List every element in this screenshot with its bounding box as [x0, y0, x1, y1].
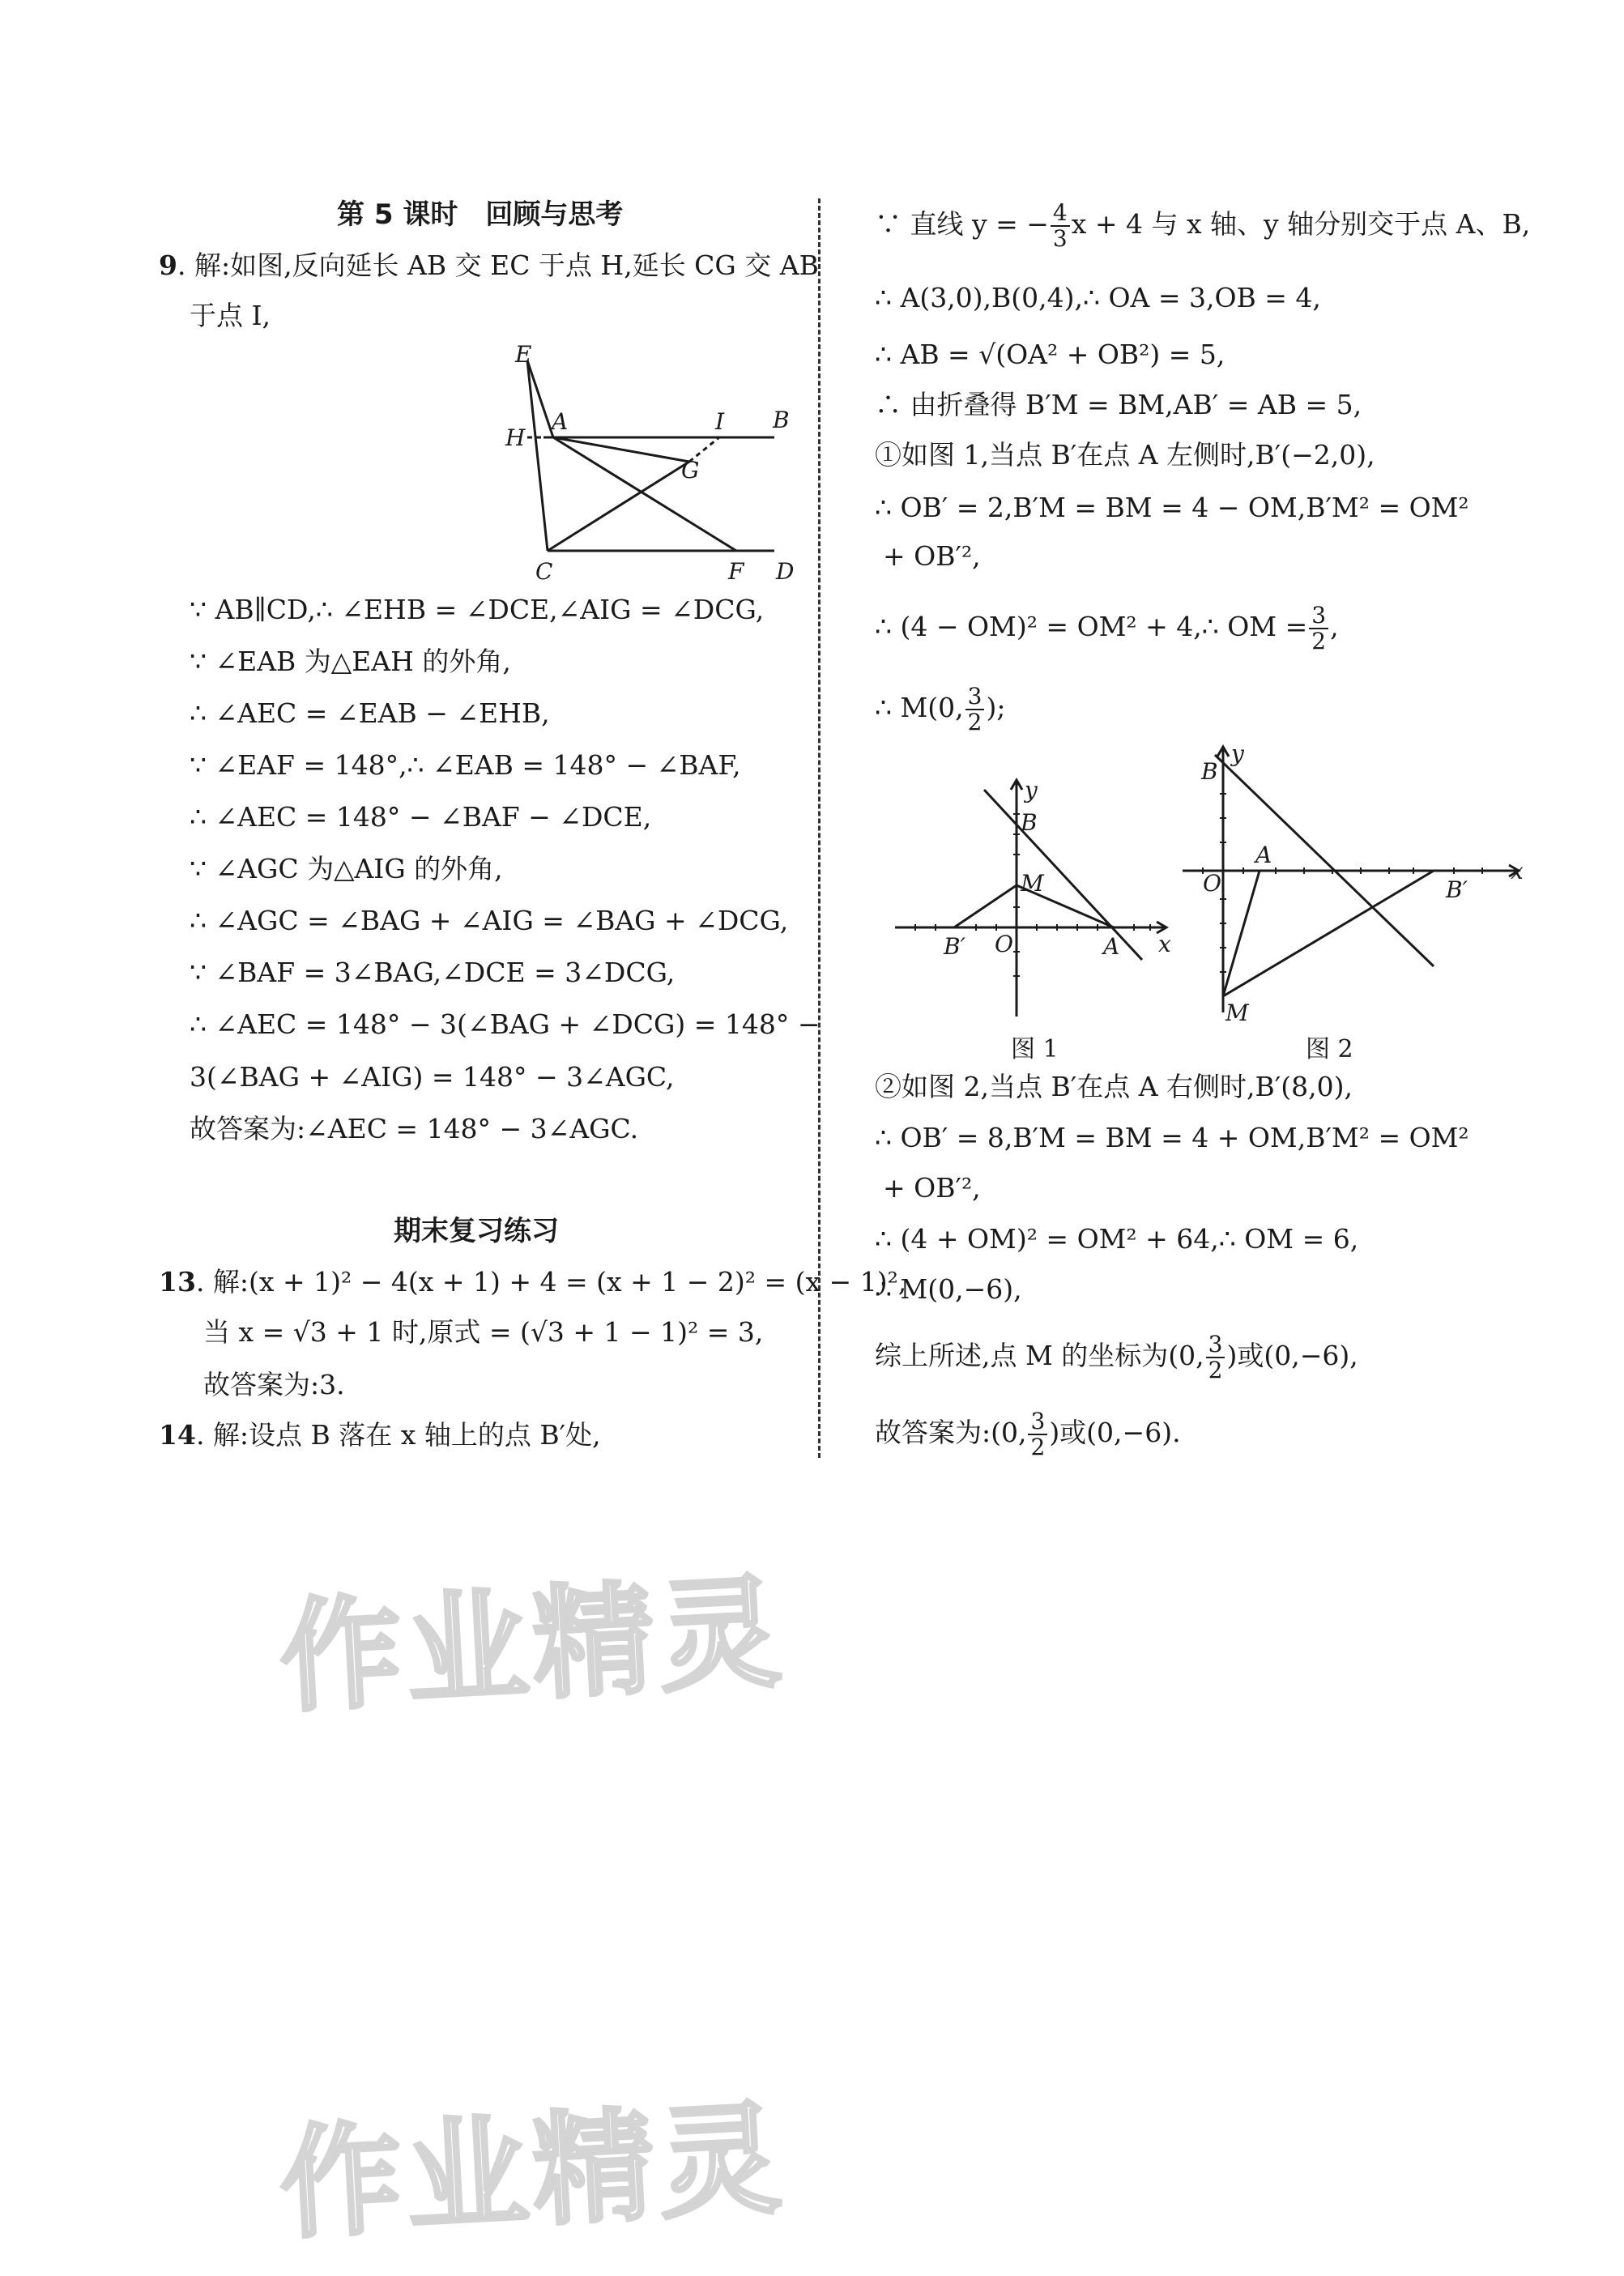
q13-line-1	[159, 1266, 906, 1298]
section-heading-review: 期末复习练习	[394, 1215, 559, 1247]
r-line-14: ∴ M(0,−6),	[875, 1273, 1022, 1305]
frac-den: 2	[967, 709, 982, 735]
figure-2	[1174, 737, 1531, 1065]
q9-number: 9	[159, 249, 177, 281]
r-line-8	[875, 603, 1339, 654]
line-cg	[548, 462, 689, 551]
r15-text-a: 综上所述,点 M 的坐标为(0,	[875, 1340, 1204, 1371]
r8-text-b: ,	[1330, 611, 1339, 642]
q13-line-2: 当 x = √3 + 1 时,原式 = (√3 + 1 − 1)² = 3,	[203, 1316, 764, 1348]
r-line-16	[875, 1409, 1181, 1460]
label-h: H	[505, 424, 526, 451]
label-c: C	[535, 558, 553, 585]
r16-text-a: 故答案为:(0,	[875, 1417, 1027, 1448]
r-line-3: ∴ AB = √(OA² + OB²) = 5,	[875, 339, 1225, 370]
r-line-1	[875, 201, 1530, 251]
frac-den: 2	[1030, 1434, 1046, 1460]
segment-bpm	[954, 885, 1017, 927]
fraction-4-3	[1051, 201, 1070, 251]
label-e: E	[515, 344, 532, 368]
r-line-7: + OB′²,	[883, 540, 981, 572]
fig1-label-x: x	[1158, 931, 1171, 957]
fig2-label-bprime: B′	[1446, 876, 1468, 903]
fig2-label-a: A	[1255, 842, 1272, 868]
r-line-4: ∴ 由折叠得 B′M = BM,AB′ = AB = 5,	[875, 389, 1362, 420]
q13-number: 13	[159, 1266, 196, 1298]
label-b: B	[773, 407, 790, 433]
frac-num: 4	[1051, 201, 1070, 227]
q9-text-1: . 解:如图,反向延长 AB 交 EC 于点 H,延长 CG 交 AB	[177, 249, 819, 281]
q9-step-7: ∴ ∠AGC = ∠BAG + ∠AIG = ∠BAG + ∠DCG,	[190, 905, 789, 936]
fig2-label-o: O	[1203, 870, 1221, 897]
r-line-11: ∴ OB′ = 8,B′M = BM = 4 + OM,B′M² = OM²	[875, 1122, 1469, 1153]
frac-num: 3	[965, 684, 985, 710]
q9-step-1: ∵ AB∥CD,∴ ∠EHB = ∠DCE,∠AIG = ∠DCG,	[190, 594, 765, 625]
q9-step-4: ∵ ∠EAF = 148°,∴ ∠EAB = 148° − ∠BAF,	[190, 749, 741, 781]
fraction-3-2	[1309, 603, 1328, 654]
r16-text-b: )或(0,−6).	[1049, 1417, 1181, 1448]
fig2-label-b: B	[1201, 758, 1218, 785]
fig1-label-y: y	[1025, 777, 1038, 803]
watermark-top: 作业精灵	[276, 1562, 789, 1730]
fig2-caption: 图 2	[1306, 1035, 1353, 1063]
column-divider	[818, 198, 821, 1458]
fig1-label-a: A	[1103, 933, 1120, 960]
q9-step-2: ∵ ∠EAB 为△EAH 的外角,	[190, 646, 511, 677]
r-line-15	[875, 1332, 1358, 1383]
fraction-3-2	[965, 684, 985, 735]
label-f: F	[728, 558, 744, 585]
frac-den: 2	[1311, 628, 1327, 654]
q13-text-1: . 解:(x + 1)² − 4(x + 1) + 4 = (x + 1 − 2)² = (x − 1)²,	[195, 1266, 907, 1298]
q9-step-8: ∵ ∠BAF = 3∠BAG,∠DCE = 3∠DCG,	[190, 957, 676, 988]
r-line-12: + OB′²,	[883, 1172, 981, 1204]
frac-num: 3	[1206, 1332, 1225, 1358]
q9-line-1	[159, 249, 819, 282]
fig1-label-o: O	[995, 931, 1013, 957]
r-line-9	[875, 684, 1005, 735]
frac-num: 3	[1028, 1409, 1047, 1435]
fig2-label-x: x	[1511, 858, 1524, 884]
fig1-label-m: M	[1021, 870, 1044, 897]
fig2-label-m: M	[1225, 999, 1249, 1026]
r-line-10: ②如图 2,当点 B′在点 A 右侧时,B′(8,0),	[875, 1071, 1353, 1102]
q9-line-2: 于点 I,	[190, 300, 271, 331]
label-d: D	[776, 558, 795, 585]
r1-text-b: x + 4 与 x 轴、y 轴分别交于点 A、B,	[1071, 208, 1531, 240]
fig2-label-y: y	[1231, 740, 1244, 767]
r-line-6: ∴ OB′ = 2,B′M = BM = 4 − OM,B′M² = OM²	[875, 492, 1469, 523]
q9-figure	[321, 344, 823, 587]
q9-step-6: ∵ ∠AGC 为△AIG 的外角,	[190, 853, 503, 884]
q14-number: 14	[159, 1419, 196, 1451]
q14-text-1: . 解:设点 B 落在 x 轴上的点 B′处,	[195, 1419, 601, 1451]
q13-answer: 故答案为:3.	[203, 1369, 345, 1400]
q9-step-5: ∴ ∠AEC = 148° − ∠BAF − ∠DCE,	[190, 801, 652, 833]
q14-line-1	[159, 1419, 601, 1451]
fig1-label-b: B	[1021, 809, 1038, 836]
r-line-13: ∴ (4 + OM)² = OM² + 64,∴ OM = 6,	[875, 1223, 1359, 1255]
r1-text-a: ∵ 直线 y = −	[875, 208, 1049, 240]
q9-step-9: ∴ ∠AEC = 148° − 3(∠BAG + ∠DCG) = 148° −	[190, 1008, 821, 1040]
frac-den: 3	[1052, 225, 1068, 252]
fig1-caption: 图 1	[1011, 1035, 1059, 1063]
r9-text-a: ∴ M(0,	[875, 692, 964, 723]
label-i: I	[715, 408, 725, 435]
q9-step-3: ∴ ∠AEC = ∠EAB − ∠EHB,	[190, 697, 550, 729]
fig1-label-bprime: B′	[944, 933, 965, 960]
r-line-2: ∴ A(3,0),B(0,4),∴ OA = 3,OB = 4,	[875, 282, 1321, 313]
r8-text-a: ∴ (4 − OM)² = OM² + 4,∴ OM =	[875, 611, 1308, 642]
q9-answer: 故答案为:∠AEC = 148° − 3∠AGC.	[190, 1113, 639, 1144]
fraction-3-2	[1206, 1332, 1225, 1383]
r15-text-b: )或(0,−6),	[1226, 1340, 1358, 1371]
fraction-3-2	[1028, 1409, 1047, 1460]
label-a: A	[552, 408, 569, 435]
frac-den: 2	[1208, 1357, 1223, 1383]
label-g: G	[681, 457, 700, 484]
q9-step-10: 3(∠BAG + ∠AIG) = 148° − 3∠AGC,	[190, 1061, 675, 1093]
section-heading-lesson5: 第 5 课时 回顾与思考	[337, 198, 624, 231]
r-line-5: ①如图 1,当点 B′在点 A 左侧时,B′(−2,0),	[875, 439, 1375, 471]
r9-text-b: );	[986, 692, 1006, 723]
watermark-bottom: 作业精灵	[276, 2088, 789, 2257]
frac-num: 3	[1309, 603, 1328, 629]
